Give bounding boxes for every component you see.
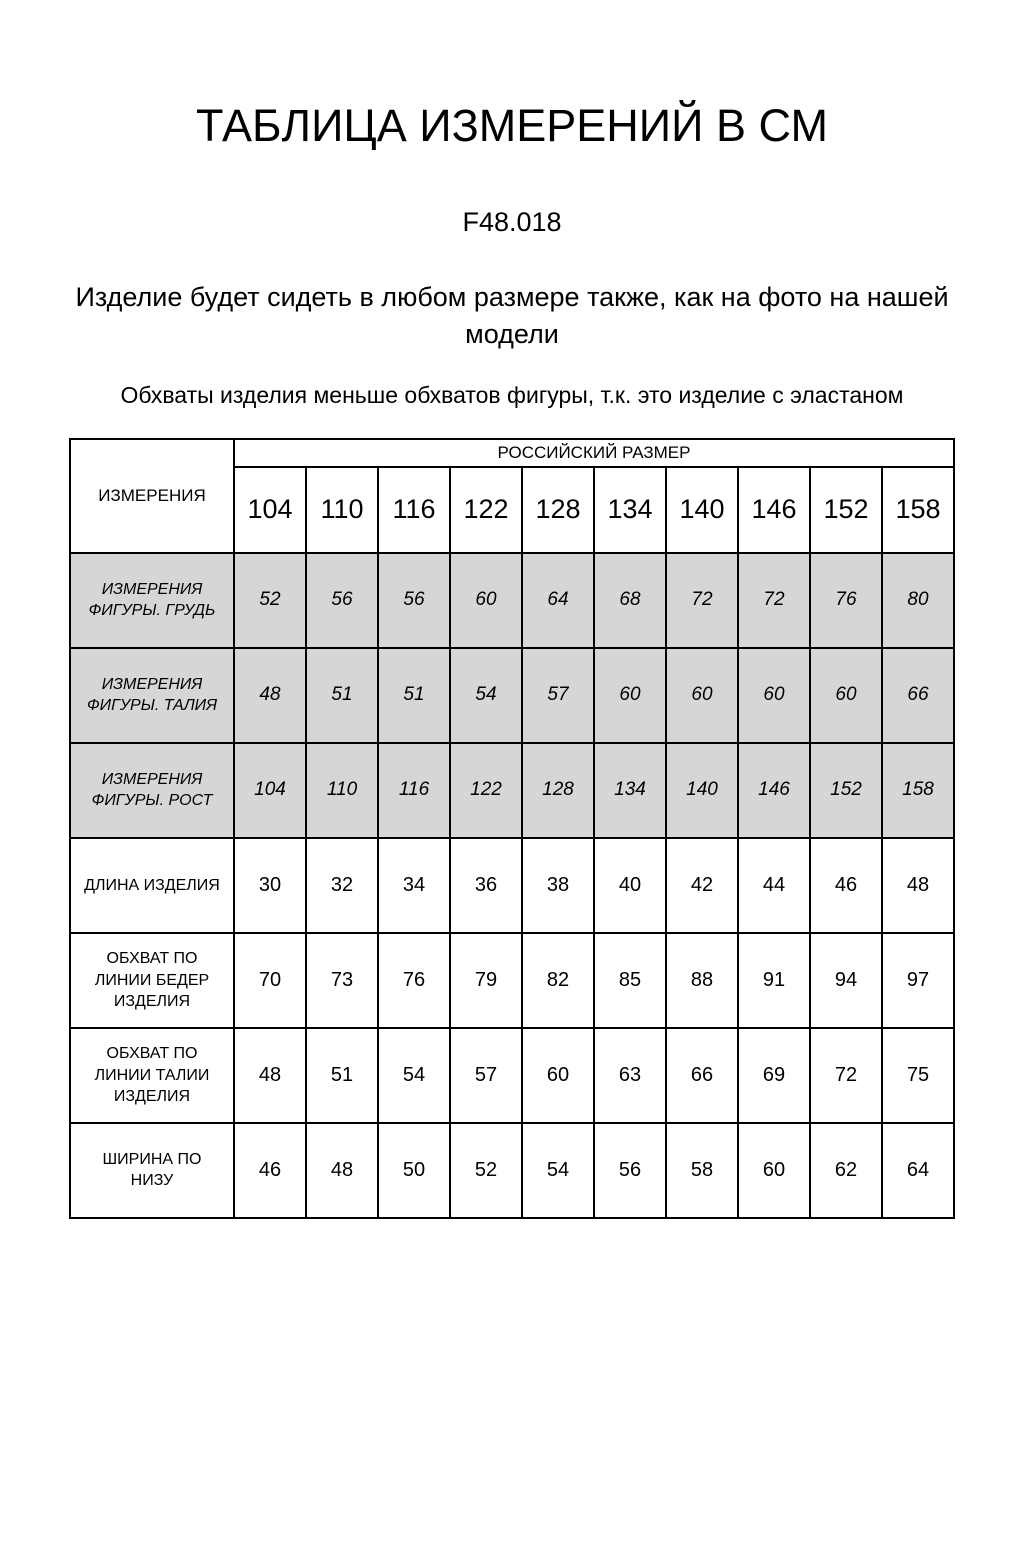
- measurement-cell: 76: [378, 933, 450, 1028]
- measurement-cell: 54: [378, 1028, 450, 1123]
- measurement-cell: 128: [522, 743, 594, 838]
- row-label: ИЗМЕРЕНИЯ ФИГУРЫ. РОСТ: [70, 743, 234, 838]
- elastane-note: Обхваты изделия меньше обхватов фигуры, т.к. это изделие с эластаном: [120, 382, 904, 409]
- measurement-cell: 60: [738, 648, 810, 743]
- table-row: [70, 743, 954, 838]
- russian-size-header: РОССИЙСКИЙ РАЗМЕР: [234, 439, 954, 467]
- measurement-cell: 40: [594, 838, 666, 933]
- measurement-cell: 70: [234, 933, 306, 1028]
- size-column-header: 122: [450, 467, 522, 553]
- measurement-cell: 88: [666, 933, 738, 1028]
- measurement-cell: 46: [234, 1123, 306, 1218]
- table-row: [70, 553, 954, 648]
- measurement-cell: 30: [234, 838, 306, 933]
- size-chart-page: [0, 100, 1024, 1548]
- measurement-cell: 57: [450, 1028, 522, 1123]
- table-row: [70, 1123, 954, 1218]
- measurement-cell: 75: [882, 1028, 954, 1123]
- measurement-cell: 48: [234, 1028, 306, 1123]
- group-header-row: [70, 439, 954, 467]
- measurement-cell: 52: [234, 553, 306, 648]
- size-column-header: 152: [810, 467, 882, 553]
- measurement-cell: 60: [522, 1028, 594, 1123]
- measurement-cell: 69: [738, 1028, 810, 1123]
- measurement-cell: 48: [306, 1123, 378, 1218]
- measurement-cell: 82: [522, 933, 594, 1028]
- measurement-cell: 57: [522, 648, 594, 743]
- measurement-cell: 116: [378, 743, 450, 838]
- measurement-cell: 91: [738, 933, 810, 1028]
- table-header: [70, 439, 954, 553]
- measurement-cell: 60: [594, 648, 666, 743]
- table-row: [70, 838, 954, 933]
- measurement-cell: 56: [378, 553, 450, 648]
- table-body: [70, 553, 954, 1218]
- size-column-header: 158: [882, 467, 954, 553]
- size-column-header: 110: [306, 467, 378, 553]
- measurement-cell: 60: [450, 553, 522, 648]
- measurement-cell: 85: [594, 933, 666, 1028]
- measurement-cell: 122: [450, 743, 522, 838]
- table-row: [70, 648, 954, 743]
- table-row: [70, 933, 954, 1028]
- measurement-cell: 76: [810, 553, 882, 648]
- size-column-header: 146: [738, 467, 810, 553]
- measurement-cell: 104: [234, 743, 306, 838]
- measurement-cell: 64: [522, 553, 594, 648]
- measurement-cell: 60: [666, 648, 738, 743]
- measurement-cell: 64: [882, 1123, 954, 1218]
- row-label: ОБХВАТ ПО ЛИНИИ ТАЛИИ ИЗДЕЛИЯ: [70, 1028, 234, 1123]
- measurement-cell: 56: [594, 1123, 666, 1218]
- measurement-cell: 38: [522, 838, 594, 933]
- measurement-cell: 48: [234, 648, 306, 743]
- row-label: ИЗМЕРЕНИЯ ФИГУРЫ. ГРУДЬ: [70, 553, 234, 648]
- measurement-cell: 60: [810, 648, 882, 743]
- measurement-cell: 72: [666, 553, 738, 648]
- measurement-cell: 54: [450, 648, 522, 743]
- measurement-cell: 63: [594, 1028, 666, 1123]
- measurement-cell: 158: [882, 743, 954, 838]
- measurement-cell: 110: [306, 743, 378, 838]
- measurement-cell: 152: [810, 743, 882, 838]
- measurement-cell: 54: [522, 1123, 594, 1218]
- measurement-cell: 97: [882, 933, 954, 1028]
- model-code: F48.018: [462, 206, 562, 237]
- fit-note: Изделие будет сидеть в любом размере также, как на фото на нашей модели: [75, 282, 949, 349]
- size-column-header: 134: [594, 467, 666, 553]
- measurement-cell: 80: [882, 553, 954, 648]
- measurement-cell: 36: [450, 838, 522, 933]
- measurement-cell: 94: [810, 933, 882, 1028]
- measurement-cell: 51: [378, 648, 450, 743]
- page-title: ТАБЛИЦА ИЗМЕРЕНИЙ В СМ: [196, 100, 828, 151]
- size-column-header: 104: [234, 467, 306, 553]
- measurement-cell: 52: [450, 1123, 522, 1218]
- row-label: ДЛИНА ИЗДЕЛИЯ: [70, 838, 234, 933]
- measurement-cell: 50: [378, 1123, 450, 1218]
- measurement-cell: 68: [594, 553, 666, 648]
- measurements-table: [69, 438, 955, 1219]
- measurement-cell: 60: [738, 1123, 810, 1218]
- measurement-cell: 66: [666, 1028, 738, 1123]
- measurement-cell: 34: [378, 838, 450, 933]
- measurement-cell: 46: [810, 838, 882, 933]
- measurement-cell: 58: [666, 1123, 738, 1218]
- measurement-cell: 44: [738, 838, 810, 933]
- row-label: ШИРИНА ПО НИЗУ: [70, 1123, 234, 1218]
- size-column-header: 116: [378, 467, 450, 553]
- row-label: ОБХВАТ ПО ЛИНИИ БЕДЕР ИЗДЕЛИЯ: [70, 933, 234, 1028]
- measurement-cell: 51: [306, 648, 378, 743]
- table-row: [70, 1028, 954, 1123]
- measurement-cell: 66: [882, 648, 954, 743]
- size-column-header: 128: [522, 467, 594, 553]
- measurement-cell: 72: [738, 553, 810, 648]
- measurement-cell: 73: [306, 933, 378, 1028]
- row-label: ИЗМЕРЕНИЯ ФИГУРЫ. ТАЛИЯ: [70, 648, 234, 743]
- measurement-cell: 79: [450, 933, 522, 1028]
- measurement-cell: 56: [306, 553, 378, 648]
- measurement-cell: 62: [810, 1123, 882, 1218]
- measurement-cell: 51: [306, 1028, 378, 1123]
- measurement-cell: 146: [738, 743, 810, 838]
- measurement-cell: 72: [810, 1028, 882, 1123]
- measurements-corner-header: ИЗМЕРЕНИЯ: [70, 439, 234, 553]
- measurement-cell: 32: [306, 838, 378, 933]
- size-column-header: 140: [666, 467, 738, 553]
- measurement-cell: 42: [666, 838, 738, 933]
- measurement-cell: 140: [666, 743, 738, 838]
- measurement-cell: 48: [882, 838, 954, 933]
- measurement-cell: 134: [594, 743, 666, 838]
